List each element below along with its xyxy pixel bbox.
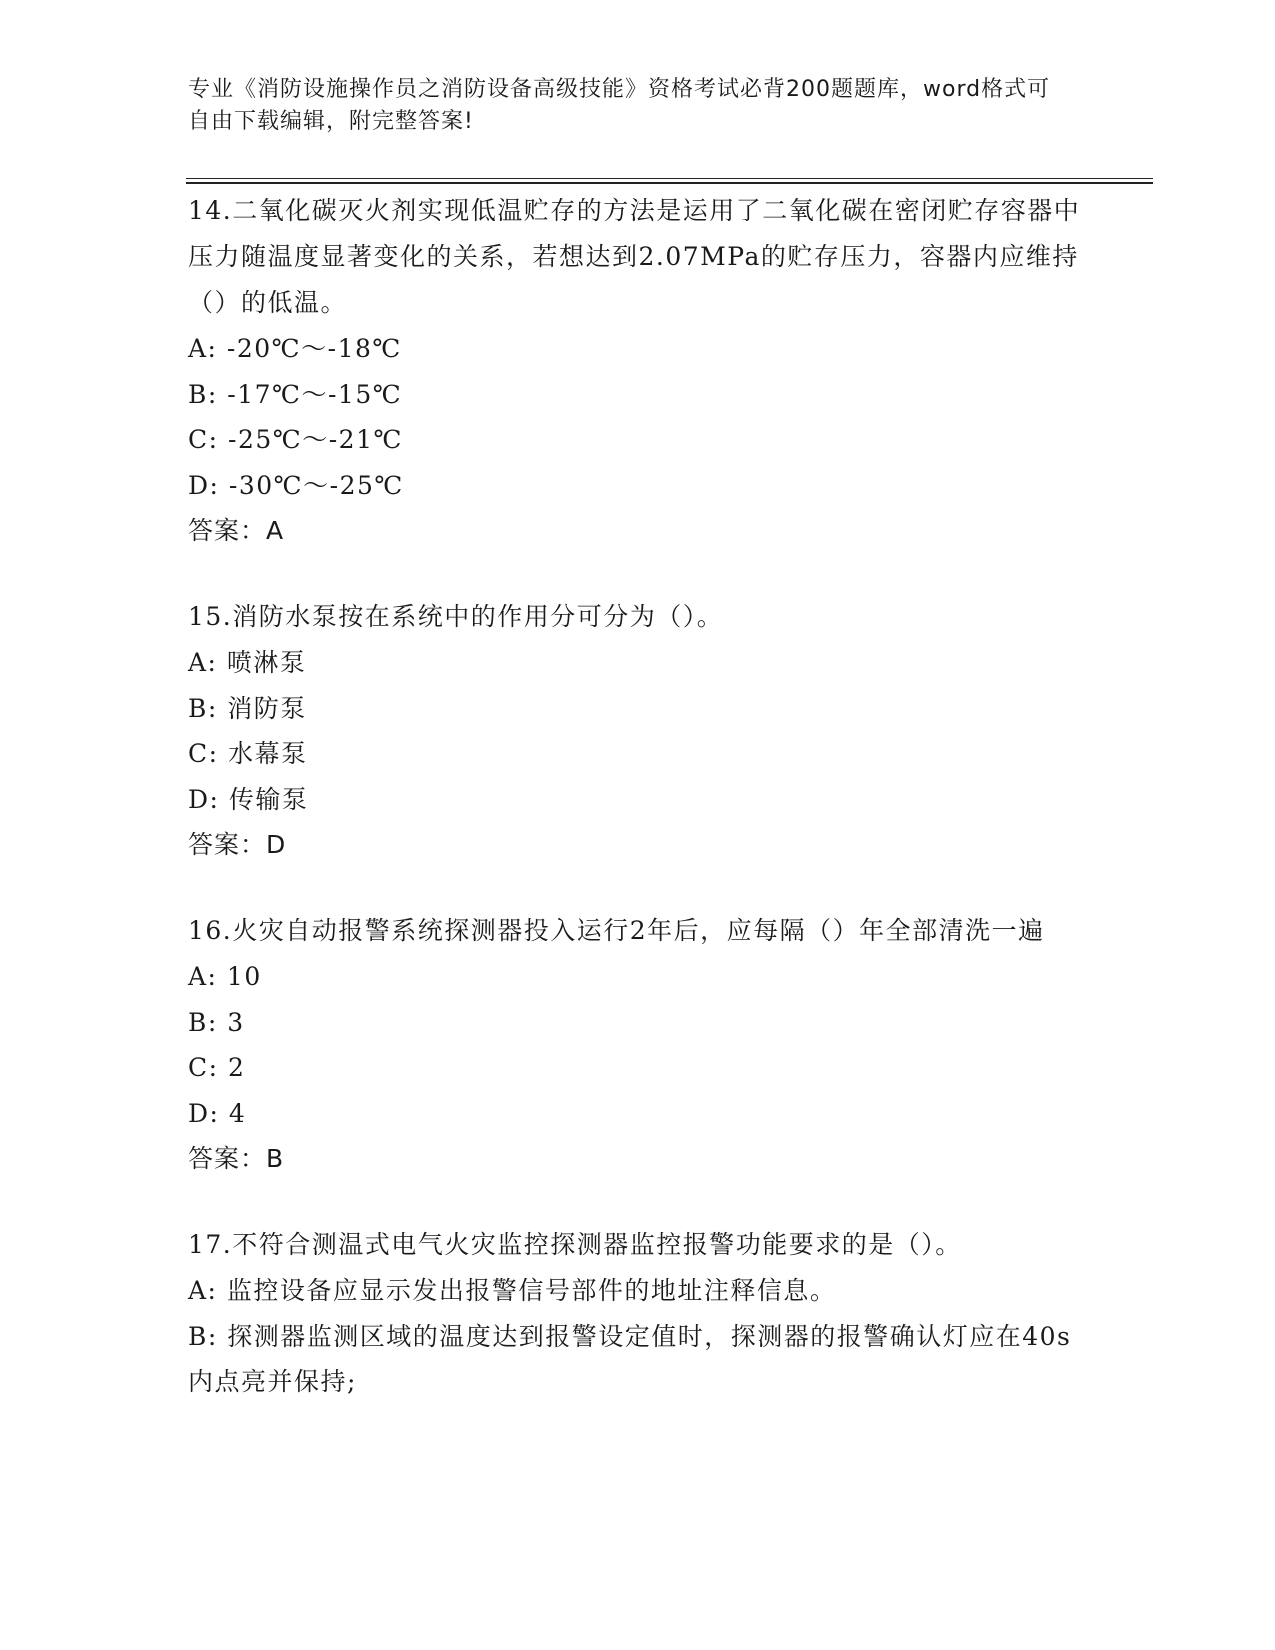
option-b: B: 探测器监测区域的温度达到报警设定值时，探测器的报警确认灯应在40s内点亮并保持;	[188, 1321, 1072, 1396]
option-c: C: 2	[188, 1053, 246, 1082]
answer-value: A	[266, 516, 285, 545]
question-text: 15.消防水泵按在系统中的作用分可分为（）。	[188, 602, 724, 631]
option-c: C: 水幕泵	[188, 739, 308, 768]
header-divider-thin	[186, 178, 1153, 179]
answer-value: B	[266, 1144, 285, 1173]
option-a: A: 喷淋泵	[188, 648, 307, 677]
option-a: A: -20℃～-18℃	[188, 334, 402, 363]
answer-label: 答案：	[188, 1144, 267, 1173]
option-b: B: 消防泵	[188, 693, 307, 723]
question-text: 14.二氧化碳灭火剂实现低温贮存的方法是运用了二氧化碳在密闭贮存容器中压力随温度显著变化的关系，若想达到2.07MPa的贮存压力，容器内应维持（）的低温。	[188, 196, 1081, 317]
header-divider-thick	[186, 182, 1153, 184]
question-text: 17.不符合测温式电气火灾监控探测器监控报警功能要求的是（）。	[188, 1230, 962, 1259]
answer-label: 答案：	[188, 516, 267, 545]
question-text: 16.火灾自动报警系统探测器投入运行2年后，应每隔（）年全部清洗一遍	[188, 916, 1045, 945]
answer-value: D	[266, 830, 287, 859]
option-a: A: 监控设备应显示发出报警信号部件的地址注释信息。	[188, 1276, 837, 1305]
answer-label: 答案：	[188, 830, 267, 859]
question-list	[188, 188, 1088, 1445]
option-d: D: 传输泵	[188, 784, 309, 814]
answer-line	[188, 822, 1088, 868]
option-d: D: 4	[188, 1098, 247, 1128]
option-c: C: -25℃～-21℃	[188, 425, 403, 454]
option-b: B: 3	[188, 1007, 245, 1037]
header-text: 专业《消防设施操作员之消防设备高级技能》资格考试必背200题题库，word格式可自由下载编辑，附完整答案!	[188, 77, 1051, 134]
document-header	[188, 74, 1068, 138]
question-16	[188, 908, 1088, 1182]
question-15	[188, 594, 1088, 868]
option-d: D: -30℃～-25℃	[188, 470, 404, 500]
question-14	[188, 188, 1088, 554]
question-17	[188, 1222, 1088, 1405]
option-a: A: 10	[188, 962, 262, 991]
option-b: B: -17℃～-15℃	[188, 379, 403, 409]
answer-line	[188, 1136, 1088, 1182]
answer-line	[188, 508, 1088, 554]
